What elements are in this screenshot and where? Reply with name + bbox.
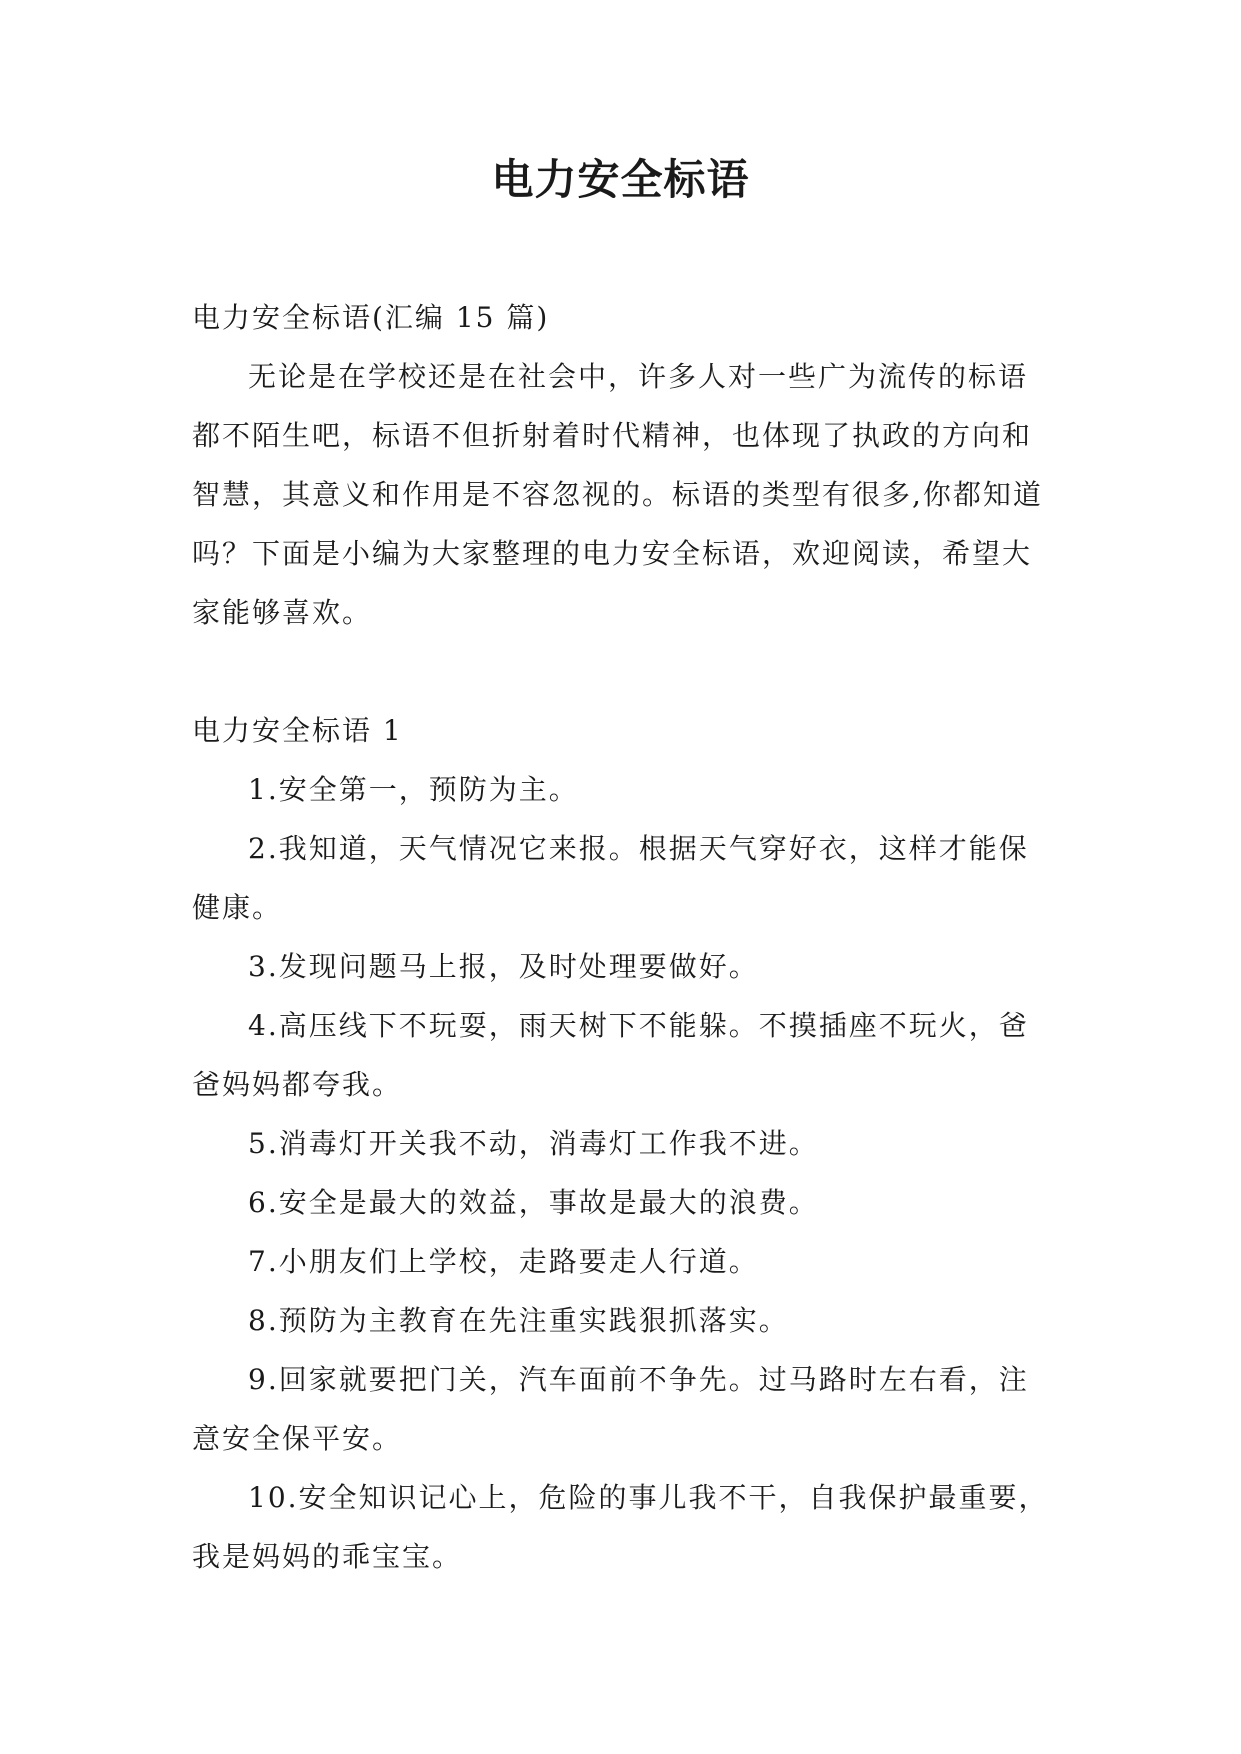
document-title: 电力安全标语	[491, 155, 750, 204]
slogan-item: 3.发现问题马上报，及时处理要做好。	[248, 950, 759, 983]
slogan-item: 2.我知道，天气情况它来报。根据天气穿好衣，这样才能保健康。	[192, 832, 1029, 924]
slogan-item: 7.小朋友们上学校，走路要走人行道。	[248, 1245, 759, 1278]
section-heading: 电力安全标语 1	[192, 714, 403, 747]
slogan-item: 4.高压线下不玩耍，雨天树下不能躲。不摸插座不玩火，爸爸妈妈都夸我。	[192, 1009, 1029, 1101]
document-subtitle: 电力安全标语(汇编 15 篇)	[192, 301, 550, 334]
slogan-item: 8.预防为主教育在先注重实践狠抓落实。	[248, 1304, 789, 1337]
slogan-item: 9.回家就要把门关，汽车面前不争先。过马路时左右看，注意安全保平安。	[192, 1363, 1029, 1455]
paragraph-spacer	[192, 642, 1052, 701]
slogan-item: 5.消毒灯开关我不动，消毒灯工作我不进。	[248, 1127, 819, 1160]
document-body	[192, 288, 1052, 1586]
slogan-item: 1.安全第一，预防为主。	[248, 773, 579, 806]
slogan-item: 6.安全是最大的效益，事故是最大的浪费。	[248, 1186, 819, 1219]
intro-paragraph: 无论是在学校还是在社会中，许多人对一些广为流传的标语都不陌生吧，标语不但折射着时代精神，也体现了执政的方向和智慧，其意义和作用是不容忽视的。标语的类型有很多,你都知道吗？下面是小编为大家整理的电力安全标语，欢迎阅读，希望大家能够喜欢。	[192, 360, 1043, 629]
slogan-item: 10.安全知识记心上，危险的事儿我不干，自我保护最重要，我是妈妈的乖宝宝。	[192, 1481, 1049, 1573]
